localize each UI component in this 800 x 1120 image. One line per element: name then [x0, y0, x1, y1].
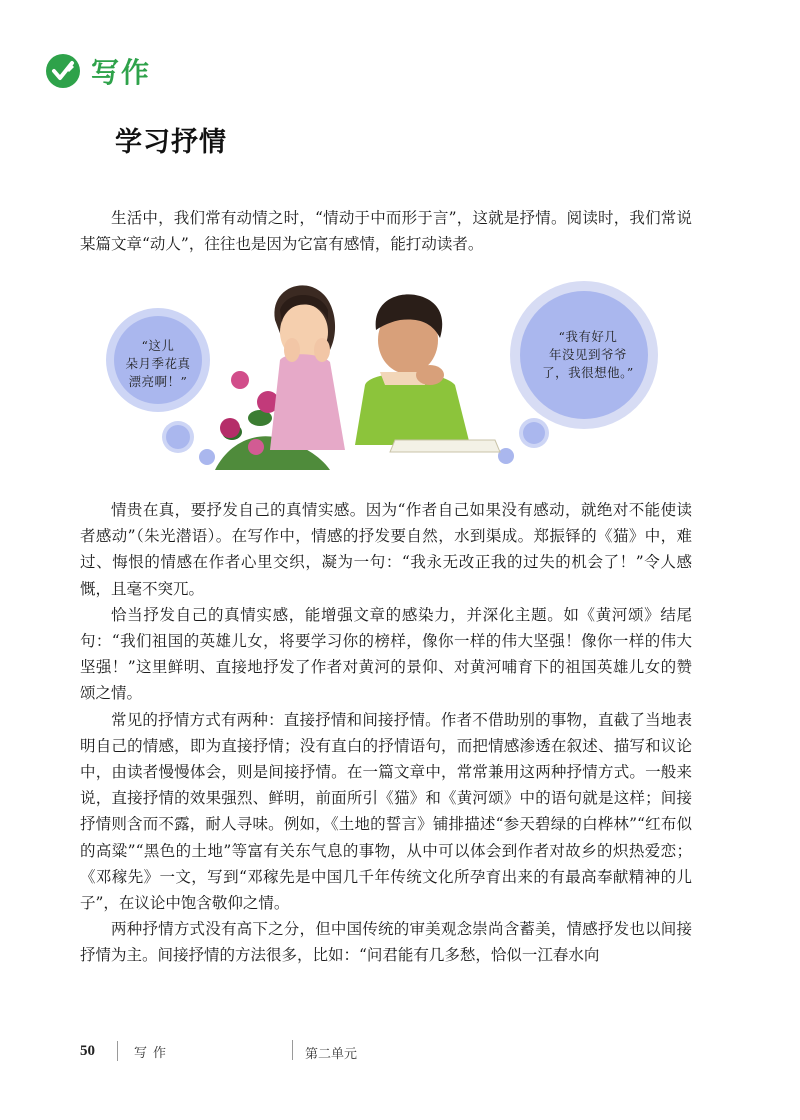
bubble-line: 了，我很想他。” [542, 365, 634, 380]
lesson-title: 学习抒情 [115, 127, 227, 158]
left-bubble-text [117, 337, 199, 391]
body-paragraph: 情贵在真，要抒发自己的真情实感。因为“作者自己如果没有感动，就绝对不能使读者感动”（朱光潜语）。在写作中，情感的抒发要自然，水到渠成。郑振铎的《猫》中，难过、悔恨的情感在作者心里交织，凝为一句：“我永无改正我的过失的机会了！”令人感慨，且毫不突兀。 [80, 501, 692, 598]
intro-paragraph: 生活中，我们常有动情之时，“情动于中而形于言”，这就是抒情。阅读时，我们常说某篇文章“动人”，往往也是因为它富有感情，能打动读者。 [80, 209, 692, 253]
page-footer [80, 1040, 172, 1062]
body-paragraph: 两种抒情方式没有高下之分，但中国传统的审美观念崇尚含蓄美，情感抒发也以间接抒情为主。间接抒情的方法很多，比如：“问君能有几多愁，恰似一江春水向 [80, 920, 692, 965]
pencil-check-icon [45, 53, 81, 89]
body-text [80, 497, 692, 969]
bubble-line: 年没见到爷爷 [548, 347, 627, 362]
footer-unit: 第二单元 [305, 1047, 358, 1062]
girl-figure [270, 285, 345, 450]
right-bubble-text [528, 328, 648, 382]
body-paragraph: 恰当抒发自己的真情实感，能增强文章的感染力，并深化主题。如《黄河颂》结尾句：“我们祖国的英雄儿女，将要学习你的榜样，像你一样的伟大坚强！像你一样的伟大坚强！”这里鲜明、直接地抒发了作者对黄河的景仰、对黄河哺育下的祖国英雄儿女的赞颂之情。 [80, 605, 692, 703]
section-header [45, 51, 151, 91]
bubble-line: 朵月季花真 [125, 356, 191, 371]
bubble-line: “我有好几 [558, 329, 618, 344]
section-title: 写作 [91, 56, 152, 89]
boy-figure [355, 294, 500, 452]
bubble-line: 漂亮啊！” [128, 374, 188, 389]
body-paragraph: 常见的抒情方式有两种：直接抒情和间接抒情。作者不借助别的事物，直截了当地表明自己的情感，即为直接抒情；没有直白的抒情语句，而把情感渗透在叙述、描写和议论中，由读者慢慢体会，则是间接抒情。在一篇文章中，常常兼用这两种抒情方式。一般来说，直接抒情的效果强烈、鲜明，前面所引《猫》和《黄河颂》中的语句就是这样；间接抒情则含而不露，耐人寻味。例如，《土地的誓言》铺排描述“参天碧绿的白桦林”“红布似的高粱”“黑色的土地”等富有关东气息的事物，从中可以体会到作者对故乡的炽热爱恋；《邓稼先》一文，写到“邓稼先是中国几千年传统文化所孕育出来的有最高奉献精神的儿子”，在议论中饱含敬仰之情。 [80, 710, 692, 913]
page-number: 50 [80, 1042, 95, 1059]
footer-divider [292, 1040, 293, 1060]
bubble-line: “这儿 [141, 338, 175, 353]
footer-divider [117, 1041, 118, 1061]
footer-section: 写作 [134, 1045, 173, 1061]
